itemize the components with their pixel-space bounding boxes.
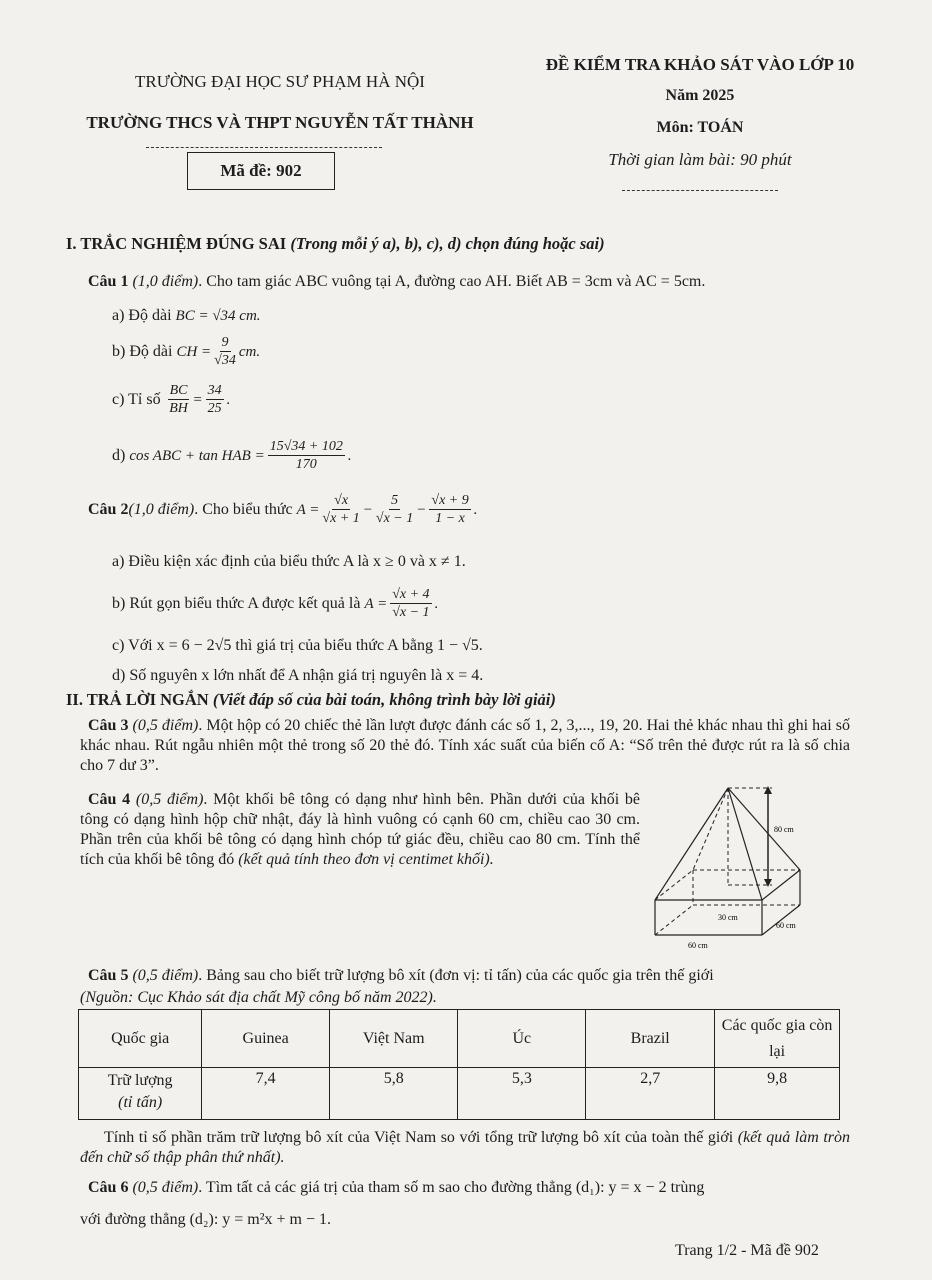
q1-a: a) Độ dài BC = √34 cm. [112, 307, 261, 324]
table-header-cell: Các quốc gia còn lại [715, 1010, 840, 1068]
q4-text: Câu 4 (0,5 điểm). Một khối bê tông có dạng như hình bên. Phần dưới của khối bê tông có dạng hình hộp chữ nhật, đáy là hình vuông có cạnh 60 cm, chiều cao 30 cm. Phần trên của khối bê tông có dạng hình chóp tứ giác đều, chiều cao 80 cm. Tính thể tích của khối bê tông đó (kết quả tính theo đơn vị centimet khối). [80, 791, 640, 868]
section-1-title: I. TRẮC NGHIỆM ĐÚNG SAI (Trong mỗi ý a), b), c), d) chọn đúng hoặc sai) [66, 234, 605, 253]
table-cell: 2,7 [586, 1068, 715, 1120]
exam-title: ĐỀ KIỂM TRA KHẢO SÁT VÀO LỚP 10 [545, 55, 855, 74]
table-cell: 9,8 [715, 1068, 840, 1120]
table-cell: 7,4 [202, 1068, 330, 1120]
q5-source: (Nguồn: Cục Khảo sát địa chất Mỹ công bố năm 2022). [80, 989, 437, 1006]
concrete-block-figure [650, 780, 820, 950]
q2-b: b) Rút gọn biểu thức A được kết quả là A = $\frac{√x + 4}{√x - 1}$ . [112, 587, 439, 620]
fig-arrow-head [764, 879, 772, 887]
exam-code-box: Mã đề: 902 [187, 152, 335, 190]
q5-stem: Câu 5 (0,5 điểm). Bảng sau cho biết trữ lượng bô xít (đơn vị: tỉ tấn) của các quốc gia trên thế giới [88, 967, 714, 984]
page-footer: Trang 1/2 - Mã đề 902 [675, 1242, 819, 1259]
school-name: TRƯỜNG THCS VÀ THPT NGUYỄN TẤT THÀNH [86, 113, 474, 132]
fig-hidden-edge [655, 870, 693, 900]
table-header-row [79, 1010, 840, 1068]
fig-label-60b: 60 cm [776, 921, 796, 930]
fig-label-80: 80 cm [774, 825, 794, 834]
table-header-cell: Quốc gia [79, 1010, 202, 1068]
fig-label-60a: 60 cm [688, 941, 708, 950]
fig-pyramid-hidden-edge [693, 788, 728, 870]
table-header-cell: Brazil [586, 1010, 715, 1068]
table-header-cell: Guinea [202, 1010, 330, 1068]
exam-year: Năm 2025 [665, 87, 735, 104]
q1-c: c) Tỉ số $\frac{BC}{BH}$ = $\frac{34}{25}$ . [112, 383, 231, 416]
q6-stem-cont: với đường thẳng (d₂): y = m²x + m − 1. [80, 1211, 332, 1228]
q6-stem: Câu 6 (0,5 điểm). Tìm tất cả các giá trị của tham số m sao cho đường thẳng (d₁): y = x − 2 trùng [88, 1179, 705, 1196]
table-row-label: Trữ lượng (tỉ tấn) [79, 1068, 202, 1120]
q2-stem: Câu 2 (1,0 điểm) . Cho biểu thức A = $\frac{√x}{√x + 1}$ − $\frac{5}{√x - 1}$ − $\frac{√x + 9}{1 - x}$ . [88, 493, 478, 526]
bauxite-table [78, 1009, 840, 1120]
university-name: TRƯỜNG ĐẠI HỌC SƯ PHẠM HÀ NỘI [135, 72, 425, 91]
q1-b: b) Độ dài CH = $\frac{9}{√34}$ cm. [112, 335, 261, 368]
table-cell: 5,8 [329, 1068, 457, 1120]
table-header-cell: Úc [458, 1010, 586, 1068]
header-divider-right [622, 190, 778, 191]
q5-question: Tính tỉ số phần trăm trữ lượng bô xít của Việt Nam so với tổng trữ lượng bô xít của toàn thế giới (kết quả làm tròn đến chữ số thập phân thứ nhất). [80, 1129, 851, 1166]
q2-d: d) Số nguyên x lớn nhất để A nhận giá trị nguyên là x = 4. [112, 667, 484, 684]
exam-time: Thời gian làm bài: 90 phút [608, 150, 792, 169]
table-row [79, 1068, 840, 1120]
exam-subject: Môn: TOÁN [656, 119, 744, 136]
fig-pyramid-edge [728, 788, 762, 900]
table-header-cell: Việt Nam [329, 1010, 457, 1068]
table-cell: 5,3 [458, 1068, 586, 1120]
q2-c: c) Với x = 6 − 2√5 thì giá trị của biểu thức A bằng 1 − √5. [112, 637, 483, 654]
q1-stem: Câu 1 (1,0 điểm). Cho tam giác ABC vuông tại A, đường cao AH. Biết AB = 3cm và AC = 5cm. [88, 273, 706, 290]
fig-hidden-edge [655, 905, 693, 935]
q2-a: a) Điều kiện xác định của biểu thức A là x ≥ 0 và x ≠ 1. [112, 553, 466, 570]
section-2-title: II. TRẢ LỜI NGẮN (Viết đáp số của bài toán, không trình bày lời giải) [66, 690, 556, 709]
q1-d: d) cos ABC + tan HAB = $\frac{15√34 + 102}{170}$ . [112, 439, 352, 472]
fig-arrow-head [764, 786, 772, 794]
q3-text: Câu 3 (0,5 điểm). Một hộp có 20 chiếc thẻ lần lượt được đánh các số 1, 2, 3,..., 19, 20. Hai thẻ khác nhau thì ghi hai số khác nhau. Rút ngẫu nhiên một thẻ trong số 20 thẻ đó. Tính xác suất của biến cố A: “Số trên thẻ được rút ra là số chia cho 7 dư 3”. [80, 717, 850, 774]
header-divider-left [146, 147, 382, 148]
fig-label-30: 30 cm [718, 913, 738, 922]
fig-pyramid-edge [655, 788, 728, 900]
fig-box-edge [762, 905, 800, 935]
